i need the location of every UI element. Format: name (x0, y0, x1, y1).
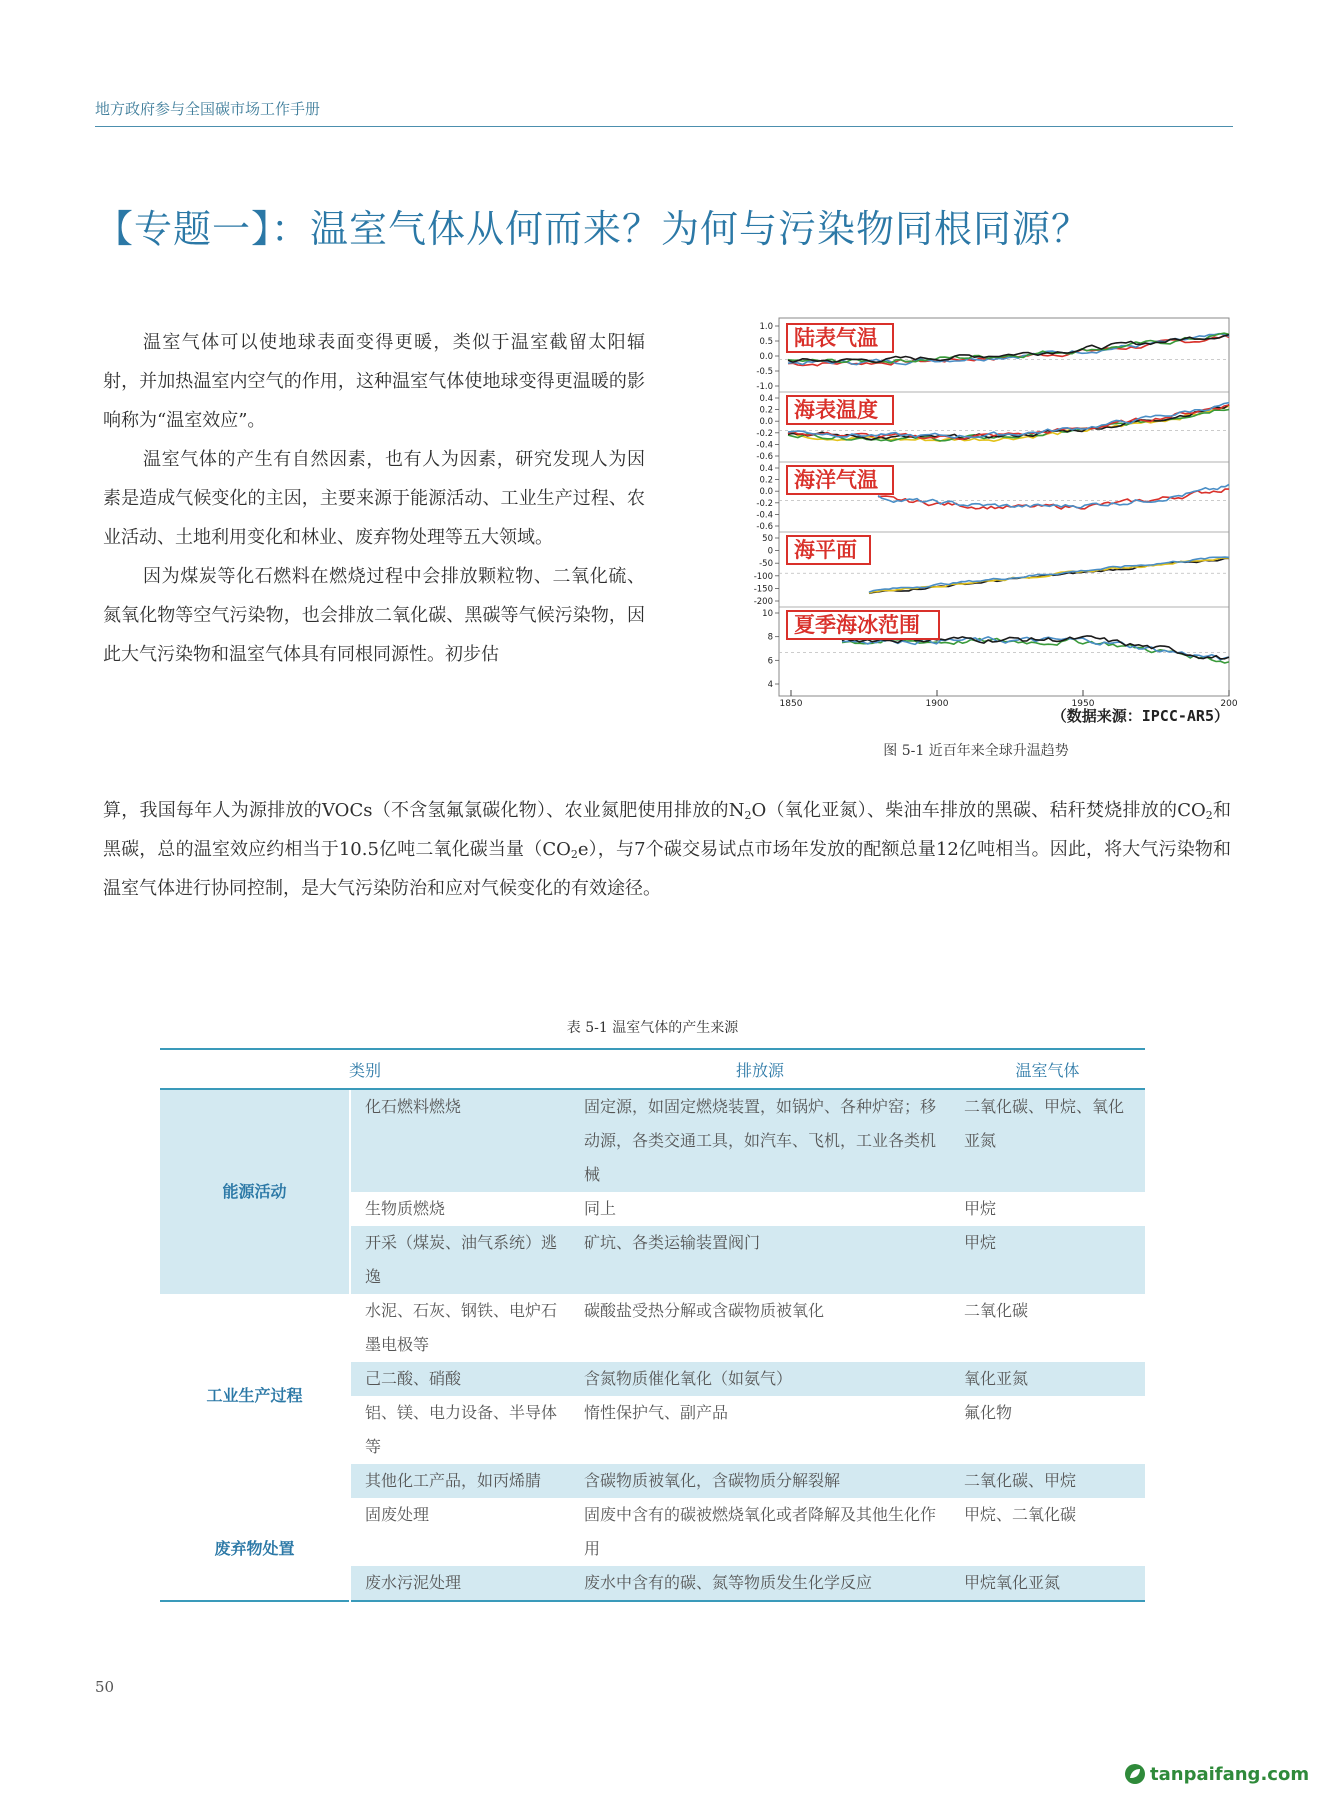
watermark-text: tanpaifang.com (1150, 1763, 1310, 1785)
y-tick-label: -0.2 (756, 428, 773, 439)
y-tick-label: 0.0 (759, 352, 773, 362)
ghg-source-table (160, 1048, 1145, 1602)
watermark (1124, 1763, 1309, 1785)
y-tick-label: 0.2 (759, 475, 773, 486)
y-tick-label: -0.4 (756, 440, 773, 451)
paragraph-4 (103, 791, 1231, 908)
figure-chart (715, 312, 1237, 732)
subcategory-cell: 己二酸、硝酸 (350, 1362, 570, 1396)
source-cell: 含氮物质催化氧化（如氨气） (570, 1362, 950, 1396)
gas-cell: 甲烷 (964, 1199, 997, 1218)
intro-column (103, 323, 645, 674)
y-tick-label: 10 (762, 609, 773, 619)
y-tick-label: -0.2 (756, 498, 773, 509)
header-source: 排放源 (570, 1049, 950, 1089)
source-cell: 固废中含有的碳被燃烧氧化或者降解及其他生化作用 (584, 1505, 937, 1558)
y-tick-label: 8 (767, 632, 773, 643)
paragraph-1: 温室气体可以使地球表面变得更暖，类似于温室截留太阳辐射，并加热温室内空气的作用，这种温室气体使地球变得更温暖的影响称为“温室效应”。 (103, 332, 645, 431)
table-caption: 表 5-1 温室气体的产生来源 (566, 1020, 739, 1036)
table-row (160, 1294, 1145, 1362)
paragraph-4-part-b: O（氧化亚氮）、柴油车排放的黑碳、秸秆焚烧排放的CO (751, 800, 1206, 821)
y-tick-label: 1.0 (759, 322, 773, 332)
running-head: 地方政府参与全国碳市场工作手册 (95, 100, 321, 118)
y-tick-label: 0.2 (759, 405, 773, 416)
y-tick-label: -100 (753, 571, 773, 582)
source-cell: 碳酸盐受热分解或含碳物质被氧化 (584, 1301, 825, 1320)
subcategory-cell: 废水污泥处理 (350, 1566, 570, 1601)
subscript-co2e: 2 (570, 848, 578, 861)
figure-warming-trends (715, 312, 1237, 732)
y-tick-label: 0.5 (759, 337, 773, 347)
subcategory-cell: 铝、镁、电力设备、半导体等 (350, 1396, 570, 1464)
source-cell: 含碳物质被氧化，含碳物质分解裂解 (570, 1464, 950, 1498)
table-row (160, 1498, 1145, 1566)
y-tick-label: -1.0 (756, 382, 773, 392)
x-tick-label: 1950 (1071, 699, 1095, 709)
subcategory-cell: 化石燃料燃烧 (350, 1089, 570, 1192)
x-tick-label: 200 (1220, 699, 1237, 709)
y-tick-label: -0.4 (756, 510, 773, 521)
source-cell: 同上 (584, 1199, 617, 1218)
panel-label: 海洋气温 (794, 468, 878, 492)
x-tick-label: 1850 (779, 699, 803, 709)
gas-cell: 氟化物 (964, 1403, 1013, 1422)
y-tick-label: -0.6 (756, 522, 773, 532)
y-tick-label: 0 (767, 546, 773, 557)
y-tick-label: 6 (767, 656, 773, 667)
y-tick-label: 0.4 (759, 394, 773, 404)
header-category: 类别 (160, 1049, 570, 1089)
category-industrial: 工业生产过程 (160, 1294, 350, 1498)
paragraph-4-part-d: e），与7个碳交易试点市场年发放的配额总量12亿吨相当。因此，将大气污染物和温室气体进行协同控制，是大气污染防治和应对气候变化的有效途径。 (103, 839, 1231, 899)
category-waste: 废弃物处置 (160, 1498, 350, 1601)
subscript-n2o: 2 (744, 809, 752, 822)
gas-cell: 二氧化碳、甲烷、氧化亚氮 (950, 1089, 1145, 1192)
header-divider (95, 126, 1233, 127)
source-cell: 惰性保护气、副产品 (584, 1403, 729, 1422)
subcategory-cell: 生物质燃烧 (350, 1192, 570, 1226)
paragraph-4-part-a: 算，我国每年人为源排放的VOCs（不含氢氟氯碳化物）、农业氮肥使用排放的N (103, 800, 745, 821)
y-tick-label: 4 (767, 680, 773, 690)
figure-source-note: （数据来源：IPCC-AR5） (1051, 707, 1229, 725)
y-tick-label: -0.6 (756, 452, 773, 462)
gas-cell: 甲烷、二氧化碳 (964, 1505, 1077, 1524)
source-cell: 矿坑、各类运输装置阀门 (570, 1226, 950, 1294)
subscript-co2: 2 (1205, 809, 1213, 822)
source-cell: 废水中含有的碳、氮等物质发生化学反应 (570, 1566, 950, 1601)
x-tick-label: 1900 (925, 699, 949, 709)
table-header-row (160, 1049, 1145, 1089)
y-tick-label: 0.4 (759, 464, 773, 474)
y-tick-label: -0.5 (756, 367, 773, 377)
gas-cell: 二氧化碳 (964, 1301, 1029, 1320)
page-number: 50 (95, 1678, 115, 1696)
table-row (160, 1089, 1145, 1192)
y-tick-label: -50 (759, 559, 773, 570)
subcategory-cell: 固废处理 (350, 1498, 570, 1566)
panel-label: 陆表气温 (794, 326, 878, 350)
panel-label: 夏季海冰范围 (794, 613, 920, 637)
paragraph-4-part-c: 和黑碳，总的温室效应约相当于10.5亿吨二氧化碳当量（CO (103, 800, 1231, 860)
page-title: 【专题一】：温室气体从何而来？为何与污染物同根同源？ (95, 207, 1091, 251)
subcategory-cell: 水泥、石灰、钢铁、电炉石墨电极等 (350, 1294, 570, 1362)
paragraph-2: 温室气体的产生有自然因素，也有人为因素，研究发现人为因素是造成气候变化的主因，主要来源于能源活动、工业生产过程、农业活动、土地利用变化和林业、废弃物处理等五大领域。 (103, 449, 645, 548)
y-tick-label: -200 (753, 597, 773, 607)
y-tick-label: 0.0 (759, 487, 773, 498)
gas-cell: 二氧化碳、甲烷 (950, 1464, 1145, 1498)
source-cell: 固定源，如固定燃烧装置，如锅炉、各种炉窑；移动源，各类交通工具，如汽车、飞机，工业各类机械 (570, 1089, 950, 1192)
panel-label: 海平面 (794, 538, 857, 562)
header-gas: 温室气体 (950, 1049, 1145, 1089)
figure-caption: 图 5-1 近百年来全球升温趋势 (883, 743, 1069, 759)
leaf-logo-icon (1124, 1763, 1146, 1785)
y-tick-label: 50 (762, 534, 773, 544)
paragraph-3: 因为煤炭等化石燃料在燃烧过程中会排放颗粒物、二氧化硫、氮氧化物等空气污染物，也会排放二氧化碳、黑碳等气候污染物，因此大气污染物和温室气体具有同根同源性。初步估 (103, 566, 645, 665)
gas-cell: 甲烷 (950, 1226, 1145, 1294)
subcategory-cell: 开采（煤炭、油气系统）逃逸 (350, 1226, 570, 1294)
y-tick-label: 0.0 (759, 417, 773, 428)
category-energy: 能源活动 (160, 1089, 350, 1294)
panel-label: 海表温度 (794, 398, 878, 422)
gas-cell: 甲烷氧化亚氮 (950, 1566, 1145, 1601)
y-tick-label: -150 (753, 584, 773, 595)
gas-cell: 氧化亚氮 (950, 1362, 1145, 1396)
subcategory-cell: 其他化工产品，如丙烯腈 (350, 1464, 570, 1498)
